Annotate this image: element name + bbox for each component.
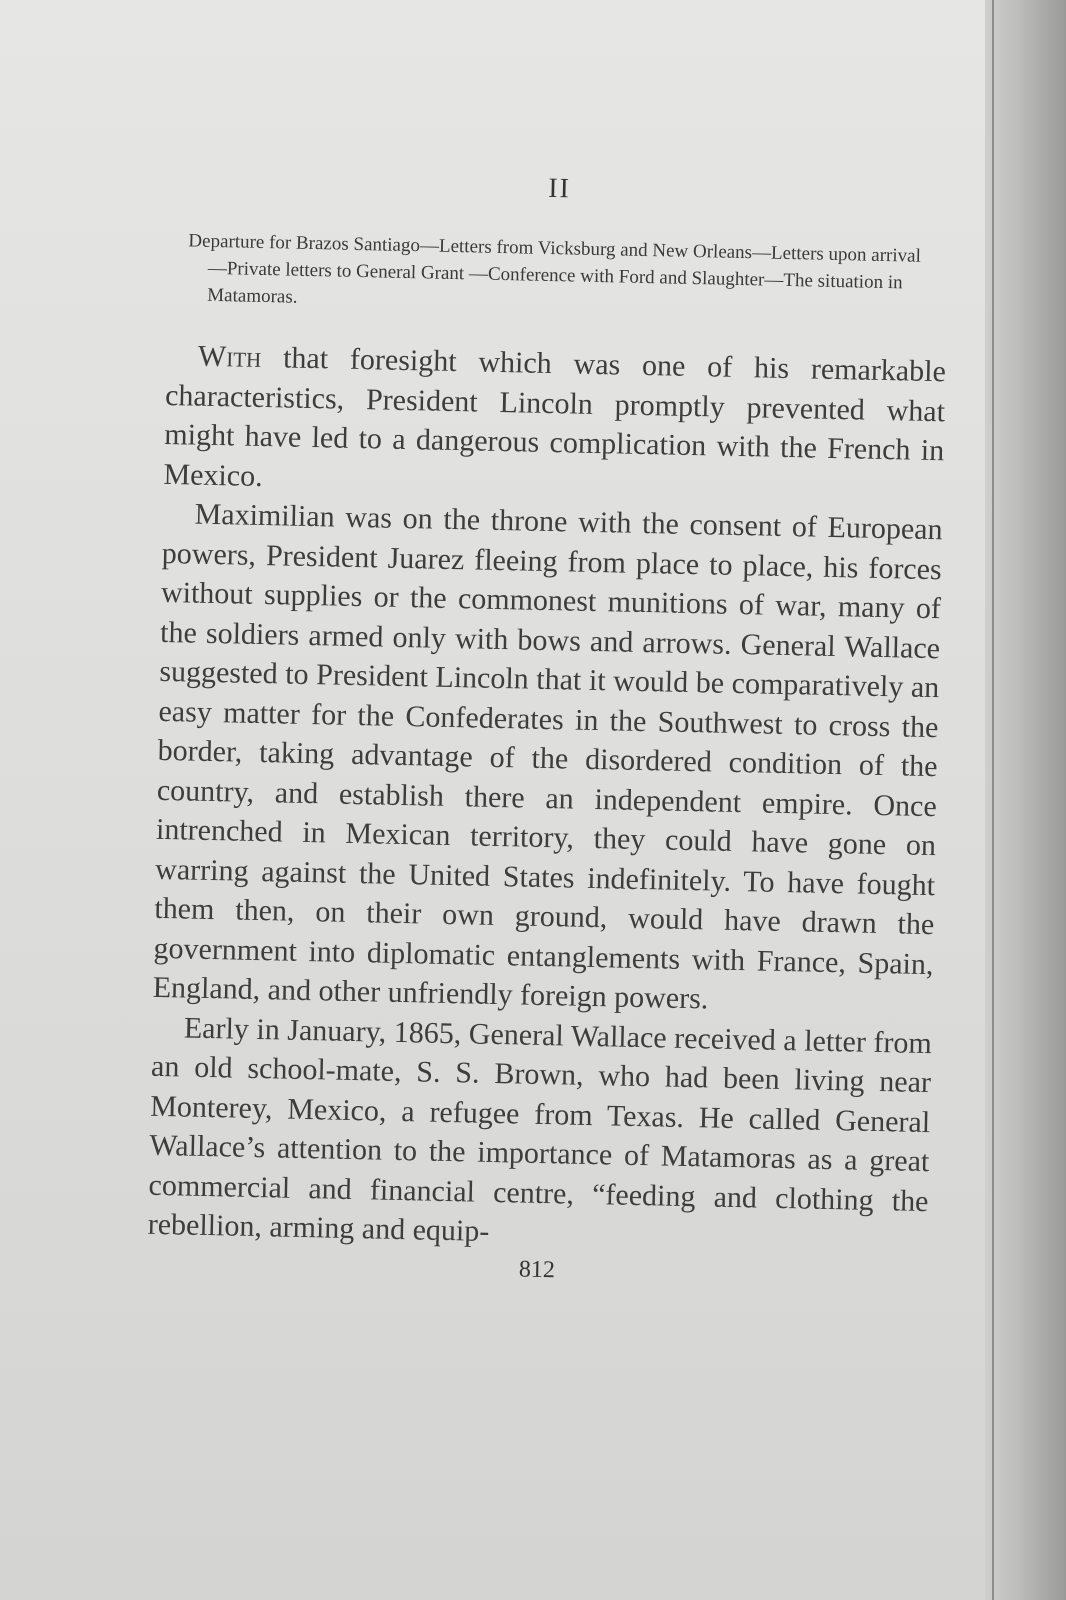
chapter-synopsis: Departure for Brazos Santiago—Letters from Vicksburg and New Orleans—Letters upon arrival—Private letters to General Grant —Conference with Ford and Slaughter—The situation in Matamoras. — [188, 230, 922, 308]
page-gutter-line — [992, 0, 994, 1600]
page-number: 812 — [518, 1256, 556, 1283]
paragraph-1-text: that foresight which was one of his remarkable characteristics, President Lincoln promptly prevented what might have led to a dangerous complication with the French in Mexico. — [163, 340, 947, 493]
paragraph-1 — [163, 336, 946, 510]
paragraph-2: Maximilian was on the throne with the consent of European powers, President Juarez fleeing from place to place, his forces without supplies or the commonest munitions of war, many of the soldiers armed only with bows and arrows. General Wallace suggested to President Lincoln that it would be comparatively an easy matter for the Confederates in the Southwest to cross the border, taking advantage of the disordered condition of the country, and establish there an independent empire. Once intrenched in Mexican territory, they could have gone on warring against the United States indefinitely. To have fought them then, on their own ground, would have drawn the government into diplomatic entanglements with France, Spain, England, and other unfriendly foreign powers. — [152, 497, 943, 1016]
paragraph-3: Early in January, 1865, General Wallace received a letter from an old school-mate, S. S. Brown, who had been living near Monterey, Mexico, a refugee from Texas. He called General Wallace’s attention to the importance of Matamoras as a great commercial and financial centre, “feeding and clothing the rebellion, arming and equip- — [147, 1010, 933, 1248]
paragraph-1-lead: With — [197, 339, 262, 374]
next-page-edge — [985, 0, 1066, 1600]
page-text-block — [147, 165, 950, 1292]
chapter-number: II — [547, 172, 572, 205]
